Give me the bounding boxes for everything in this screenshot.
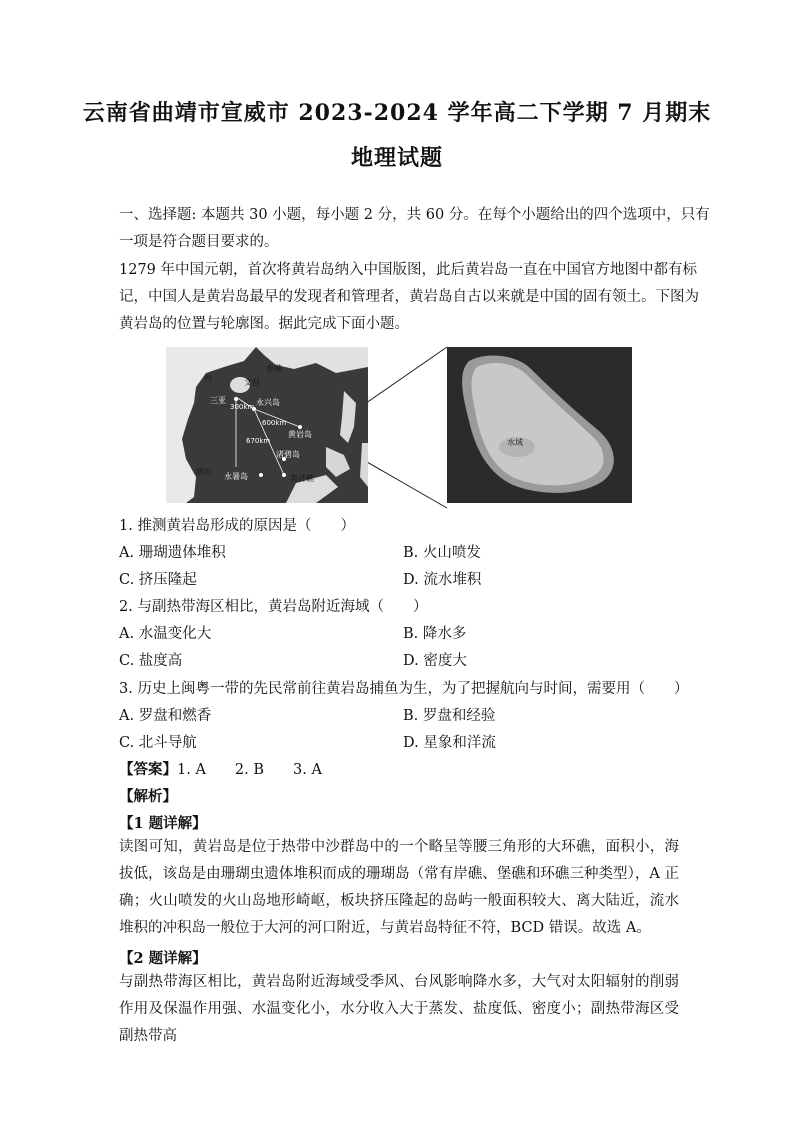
map-label-nei: 内: [204, 374, 212, 383]
question-2-stem: 2. 与副热带海区相比，黄岩岛附近海域（ ）: [119, 599, 428, 615]
passage-line2: 记，中国人是黄岩岛最早的发现者和管理者，黄岩岛自古以来就是中国的固有领土。下图为: [119, 289, 699, 305]
q2-option-c[interactable]: C. 盐度高: [119, 653, 183, 669]
map-label-600km: 600km: [262, 419, 287, 427]
island-outline-photo: [447, 347, 632, 503]
question-1-stem: 1. 推测黄岩岛形成的原因是（ ）: [119, 518, 355, 534]
q2-option-a[interactable]: A. 水温变化大: [119, 626, 212, 642]
passage-line1: 1279 年中国元朝，首次将黄岩岛纳入中国版图，此后黄岩岛一直在中国官方地图中都有标: [119, 262, 698, 278]
map-label-yongshu: 永暑岛: [224, 472, 248, 481]
q3-option-b[interactable]: B. 罗盘和经验: [403, 708, 496, 724]
exam-title: 云南省曲靖市宣威市 2023-2024 学年高二下学期 7 月期末: [82, 100, 712, 126]
q1-option-a[interactable]: A. 珊瑚遗体堆积: [119, 545, 226, 561]
q3-option-a[interactable]: A. 罗盘和燃香: [119, 708, 212, 724]
q1-analysis-label: 【1 题详解】: [119, 815, 207, 832]
map-label-300km: 300km: [230, 403, 255, 411]
map-label-wenchang: 文昌: [244, 378, 260, 387]
map-label-meiji: 美济礁: [290, 474, 314, 483]
map-label-ming-city: 明市: [196, 468, 212, 477]
q1-option-c[interactable]: C. 挤压隆起: [119, 572, 197, 588]
exam-subtitle: 地理试题: [350, 145, 443, 171]
q1-option-b[interactable]: B. 火山喷发: [403, 545, 481, 561]
q1-option-d[interactable]: D. 流水堆积: [403, 572, 482, 588]
q2-option-b[interactable]: B. 降水多: [403, 626, 467, 642]
q3-option-d[interactable]: D. 星象和洋流: [403, 735, 496, 751]
map-label-670km: 670km: [246, 437, 271, 445]
section-intro-line2: 一项是符合题目要求的。: [119, 234, 279, 250]
answer-text: 1. A 2. B 3. A: [177, 762, 322, 778]
passage-line3: 黄岩岛的位置与轮廓图。据此完成下面小题。: [119, 316, 409, 332]
q2-analysis-label: 【2 题详解】: [119, 950, 207, 967]
answer-row: [119, 758, 322, 779]
photo-label-water: 水域: [507, 438, 523, 447]
analysis-label: 【解析】: [119, 788, 177, 805]
answer-label: 【答案】: [119, 761, 177, 778]
map-label-yongxing: 永兴岛: [256, 398, 280, 407]
q2-analysis-text: 与副热带海区相比，黄岩岛附近海域受季风、台风影响降水多，大气对太阳辐射的削弱作用及保温作用强、水温变化小，水分收入大于蒸发、盐度低、密度小；副热带海区受副热带高: [119, 974, 679, 1044]
map-label-hk: 香港: [266, 364, 282, 373]
question-3-stem: 3. 历史上闽粤一带的先民常前往黄岩岛捕鱼为生，为了把握航向与时间，需要用（ ）: [119, 681, 689, 697]
q3-option-c[interactable]: C. 北斗导航: [119, 735, 197, 751]
section-intro-line1: 一、选择题: 本题共 30 小题，每小题 2 分，共 60 分。在每个小题给出的四个选项中，只有: [119, 207, 710, 223]
location-map: [166, 347, 368, 503]
map-label-zhubi: 渚碧岛: [276, 450, 300, 459]
q2-option-d[interactable]: D. 密度大: [403, 653, 467, 669]
map-label-huangyan: 黄岩岛: [288, 430, 312, 439]
q1-analysis-text: 读图可知，黄岩岛是位于热带中沙群岛中的一个略呈等腰三角形的大环礁，面积小，海拔低，该岛是由珊瑚虫遗体堆积而成的珊瑚岛（常有岸礁、堡礁和环礁三种类型），A 正确；火山喷发的火山岛地形崎岖，板块挤压隆起的岛屿一般面积较大、离大陆近，流水堆积的冲积岛一般位于大河的河口附近，与黄岩岛特征不符，BCD 错误。故选 A。: [119, 839, 679, 936]
map-label-sanya: 三亚: [210, 396, 226, 405]
